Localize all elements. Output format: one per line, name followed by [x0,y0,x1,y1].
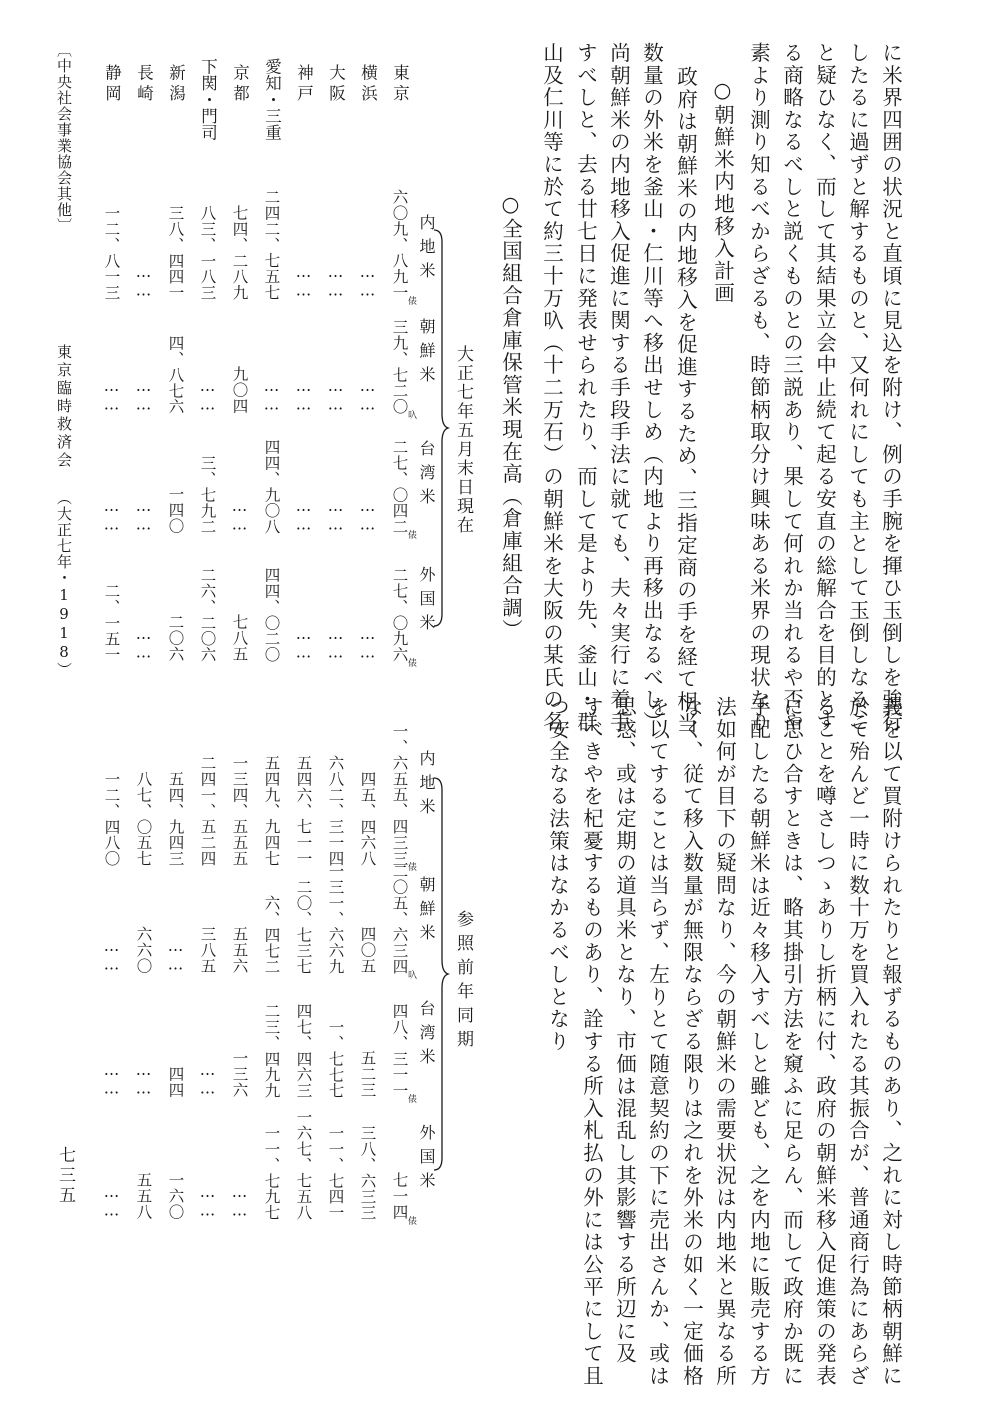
previous-cell: 三八五 [198,926,217,974]
current-cell: …… [134,625,153,662]
previous-cell: 四四 [166,1066,185,1098]
current-cell: …… [326,625,345,662]
current-cell: 四四、九〇八 [262,438,281,534]
current-cell: 二七、〇四二 [390,438,409,534]
text-line: に米界四囲の状況と直頃に見込を附け、例の手腕を揮ひ玉倒しを強行 [878,42,903,734]
current-cell: …… [294,497,313,534]
previous-cell: 二〇、七三七 [294,878,313,974]
text-line: したるに過ずと解するものと、又何れにしても主として玉倒しなるこ [845,42,870,734]
current-cell: …… [230,497,249,534]
current-cell: 一二、八一三 [102,204,121,300]
current-cell: 三九、七二〇 [390,318,409,414]
previous-cell: 一一、七四一 [326,1124,345,1220]
previous-cell: 一二、四八〇 [102,770,121,866]
previous-cell: 六、四七二 [262,894,281,974]
unit-label: 俵 [406,658,416,667]
header-brace [432,776,450,1172]
city-name: 下関・門司 [198,58,218,141]
previous-cell: 七一四 [390,1172,409,1220]
previous-cell: 五四、九四三 [166,770,185,866]
previous-cell: 五四六、七一一 [294,754,313,866]
previous-cell: …… [198,1183,217,1220]
current-cell: …… [294,625,313,662]
city-name: 長崎 [134,64,154,105]
previous-cell: …… [102,1061,121,1098]
previous-cell: 一三一、六六九 [326,862,345,974]
col-header-korean: 朝鮮米 [417,318,436,390]
text-line: 於て殆んど一時に数十万を買入れたる其振合が、普通商行為にあらざ [845,696,870,1388]
unit-label: 俵 [406,296,416,305]
text-line: 山及仁川等に於て約三十万叺（十二万石）の朝鮮米を大阪の某氏の名 [539,42,564,734]
previous-cell: 五四九、九四七 [262,754,281,866]
previous-cell: …… [198,1061,217,1098]
current-cell: …… [134,377,153,414]
current-cell: …… [198,377,217,414]
current-cell: …… [358,263,377,300]
current-cell: …… [358,625,377,662]
current-cell: 四四、〇二〇 [262,566,281,662]
previous-cell: 二三、四九九 [262,1002,281,1098]
current-cell: …… [294,263,313,300]
current-cell: 一四〇 [166,486,185,534]
city-name: 神戸 [294,64,314,105]
col-header-taiwan: 台湾米 [417,440,436,512]
previous-cell: 一三四、五五五 [230,754,249,866]
previous-cell: 五五八 [134,1172,153,1220]
text-line: 尚朝鮮米の内地移入促進に関する手段手法に就ても、夫々実行に着手 [606,42,631,734]
page-number: 七三五 [55,1146,75,1206]
previous-cell: 一三六 [230,1050,249,1098]
col-header-foreign: 外国米 [417,566,436,638]
current-cell: …… [134,263,153,300]
current-cell: 九〇四 [230,366,249,414]
previous-cell: 二四一、五二四 [198,754,217,866]
date-label: 大正七年五月末日現在 [453,345,473,535]
text-line: 思惑、或は定期の道具米となり、市価は混乱し其影響する所辺に及 [612,696,637,1365]
unit-label: 俵 [406,862,416,871]
col-header-taiwan: 台湾米 [417,1000,436,1072]
city-name: 京都 [230,64,250,105]
previous-cell: …… [134,1061,153,1098]
previous-cell: 六八二、三一四 [326,754,345,866]
current-cell: 二、一五一 [102,582,121,662]
previous-cell: 一、七七七 [326,1018,345,1098]
unit-label: 叺 [406,970,416,979]
unit-label: 俵 [406,1216,416,1225]
footer-year: （大正七年・1918） [55,490,73,678]
previous-cell: 五五六 [230,926,249,974]
current-cell: 二六、二〇六 [198,566,217,662]
col-header-domestic: 内地米 [417,750,436,822]
current-cell: 六〇九、八九一 [390,188,409,300]
footer-org: 東京臨時救済会 [55,344,73,470]
current-cell: 七八五 [230,614,249,662]
section-heading: ○朝鮮米内地移入計画 [710,78,735,305]
unit-label: 叺 [406,410,416,419]
current-cell: …… [358,497,377,534]
current-cell: …… [134,497,153,534]
col-header-korean: 朝鮮米 [417,876,436,948]
current-cell: 二〇六 [166,614,185,662]
current-cell: …… [102,497,121,534]
col-header-foreign: 外国米 [417,1124,436,1196]
previous-cell: 六六〇 [134,926,153,974]
current-cell: …… [326,497,345,534]
current-cell: 三、七九二 [198,454,217,534]
current-cell: 二四二、七五七 [262,188,281,300]
table-title: ○全国組合倉庫保管米現在高（倉庫組合調） [498,192,523,642]
text-line: る商略なるべしと説くものとの三説あり、果して何れか当れるや否や [779,42,804,734]
previous-cell: …… [102,937,121,974]
current-cell: 八三、一八三 [198,204,217,300]
text-line: すべしと、去る廿七日に発表せられたり、而して是より先、釜山・群 [573,42,598,734]
previous-cell: 八七、〇五七 [134,770,153,866]
current-cell: …… [262,377,281,414]
previous-cell: 四五、四六八 [358,770,377,866]
city-name: 新潟 [166,64,186,105]
unit-label: 俵 [406,1094,416,1103]
text-line: ることを噂さしつゝありし折柄に付、政府の朝鮮米移入促進策の発表 [812,696,837,1388]
current-cell: 七四、二八九 [230,204,249,300]
current-cell: 三八、四四一 [166,204,185,300]
current-cell: …… [102,377,121,414]
previous-cell: 一一、七九七 [262,1124,281,1220]
text-line: 政府は朝鮮米の内地移入を促進するため、三指定商の手を経て相当 [673,66,698,735]
text-line: すべきやを杞憂するものあり、詮する所入札払の外には公平にして且 [579,696,604,1388]
current-cell: …… [358,377,377,414]
city-name: 横浜 [358,64,378,105]
unit-label: 俵 [406,530,416,539]
city-name: 愛知・三重 [262,58,282,141]
previous-cell: …… [166,937,185,974]
previous-cell: 一六〇 [166,1172,185,1220]
city-name: 静岡 [102,64,122,105]
city-name: 大阪 [326,64,346,105]
text-line: 手配したる朝鮮米は近々移入すべしと雖ども、之を内地に販売する方 [746,696,771,1388]
current-cell: 四、八七六 [166,334,185,414]
prev-period-label: 参照前年同期 [453,910,473,1054]
text-line: 数量の外米を釜山・仁川等へ移出せしめ（内地より再移出なるべし） [639,42,664,734]
previous-cell: 二〇五、六三四 [390,862,409,974]
previous-cell: 三八、六三三 [358,1124,377,1220]
previous-cell: 五二三 [358,1050,377,1098]
text-line: と疑ひなく、而して其結果立会中止続て起る安直の総解合を目的とす [812,42,837,734]
current-cell: …… [326,263,345,300]
text-line: 義を以て買附けられたりと報ずるものあり、之れに対し時節柄朝鮮に [878,696,903,1388]
text-line: を以てすることは当らず、左りとて随意契約の下に売出さんか、或は [645,696,670,1388]
previous-cell: 一、六五五、四三三 [390,722,409,866]
current-cell: …… [294,377,313,414]
text-line: つ安全なる法策はなかるべしとなり [545,696,570,1053]
col-header-domestic: 内地米 [417,214,436,286]
previous-cell: 四八、三一一 [390,1002,409,1098]
text-line: に思ひ合すときは、略其掛引方法を窺ふに足らん、而して政府か既に [779,696,804,1388]
previous-cell: …… [230,1183,249,1220]
previous-cell: 四〇五 [358,926,377,974]
footer-source: 〔中央社会事業協会其他〕 [55,42,73,234]
text-line: なく、従て移入数量が無限ならざる限りは之れを外米の如く一定価格 [679,696,704,1388]
current-cell: 二七、〇九六 [390,566,409,662]
previous-cell: 四七、四六三 [294,1002,313,1098]
previous-cell: 一六七、七五八 [294,1108,313,1220]
text-line: 法如何が目下の疑問なり、今の朝鮮米の需要状況は内地米と異なる所 [712,696,737,1388]
text-line: 素より測り知るべからざるも、時節柄取分け興味ある米界の現状なり [746,42,771,734]
city-name: 東京 [390,64,410,105]
previous-cell: …… [102,1183,121,1220]
current-cell: …… [326,377,345,414]
